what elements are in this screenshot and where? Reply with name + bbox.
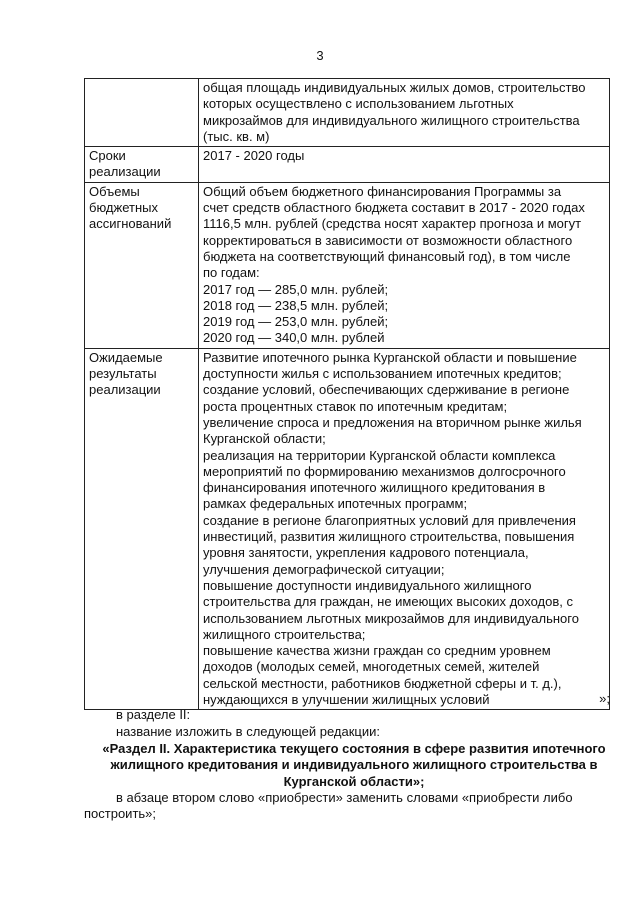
paragraph-instruction-line: в абзаце втором слово «приобрести» заменить словами «приобрести либо (116, 790, 573, 805)
row-value-line: создание в регионе благоприятных условий для привлечения (203, 512, 576, 528)
row-value-line: увеличение спроса и предложения на вторичном рынке жилья (203, 414, 582, 430)
page-number: 3 (316, 48, 324, 63)
row-label-line: реализации (89, 382, 161, 398)
row-value-line: повышение качества жизни граждан со средним уровнем (203, 643, 551, 659)
row-value-line: корректироваться в зависимости от возможности областного (203, 232, 573, 248)
new-section-title (84, 741, 624, 790)
row-value-line: нуждающихся в улучшении жилищных условий (203, 691, 490, 707)
row-label-line: Ожидаемые (89, 349, 163, 365)
row-value-line: доходов (молодых семей, многодетных семей, жителей (203, 659, 540, 675)
paragraph-instruction (84, 790, 610, 823)
row-value-line: сельской местности, работников бюджетной сферы и т. д.), (203, 675, 562, 691)
row-value-line: (тыс. кв. м) (203, 128, 270, 144)
new-title-line: Курганской области»; (283, 773, 425, 789)
table-row (85, 182, 610, 348)
row-value-line: 2018 год — 238,5 млн. рублей; (203, 297, 389, 313)
row-value-line: Курганской области; (203, 431, 326, 447)
row-value-line: финансирования ипотечного жилищного кредитования в (203, 480, 546, 496)
row-value (199, 147, 610, 183)
row-label-line: Объемы (89, 183, 140, 199)
row-value-line: которых осуществлено с использованием льготных (203, 96, 514, 112)
row-value (199, 182, 610, 348)
row-value-line: 2017 год — 285,0 млн. рублей; (203, 281, 389, 297)
row-label (85, 147, 199, 183)
row-value-line: бюджета на соответствующий финансовый год), в том числе (203, 248, 571, 264)
row-value-line: доступности жилья с использованием ипотечных кредитов; (203, 366, 562, 382)
row-value (199, 79, 610, 147)
row-value-line: Общий объем бюджетного финансирования Программы за (203, 183, 562, 199)
row-value-line: микрозаймов для индивидуального жилищного строительства (203, 112, 580, 128)
row-label (85, 348, 199, 710)
row-label-line: бюджетных (89, 200, 158, 216)
name-instruction: название изложить в следующей редакции: (116, 724, 380, 739)
row-value-line: общая площадь индивидуальных жилых домов, строительство (203, 80, 586, 95)
row-value-line: инвестиций, развития жилищного строительства, повышения (203, 529, 575, 545)
row-value-line: создание условий, обеспечивающих сдерживание в регионе (203, 382, 570, 398)
table-row (85, 348, 610, 710)
row-value-line: мероприятий по формированию механизмов долгосрочного (203, 463, 566, 479)
new-title-line: «Раздел II. Характеристика текущего состояния в сфере развития ипотечного (102, 741, 606, 756)
program-passport-table (84, 78, 610, 710)
row-value-line: 2019 год — 253,0 млн. рублей; (203, 314, 389, 330)
row-label-line: Сроки (89, 148, 126, 164)
row-value-line: 2017 - 2020 годы (203, 148, 305, 164)
row-value-line: 1116,5 млн. рублей (средства носят характер прогноза и могут (203, 216, 582, 232)
row-value-line: по годам: (203, 265, 260, 281)
new-title-line: жилищного кредитования и индивидуального жилищного строительства в (110, 757, 598, 773)
table-row (85, 79, 610, 147)
row-value-line: счет средств областного бюджета составит в 2017 - 2020 годах (203, 200, 585, 216)
section-reference: в разделе II: (116, 707, 191, 722)
row-label-line: результаты (89, 366, 157, 382)
table-row (85, 147, 610, 183)
row-value-line: роста процентных ставок по ипотечным кредитам; (203, 398, 508, 414)
row-value (199, 348, 610, 710)
row-value-line: жилищного строительства; (203, 626, 366, 642)
row-value-line: 2020 год — 340,0 млн. рублей (203, 330, 385, 346)
row-label (85, 79, 199, 147)
row-value-line: использованием льготных микрозаймов для индивидуального (203, 610, 579, 626)
paragraph-instruction-line: построить»; (84, 806, 157, 822)
row-value-line: реализация на территории Курганской области комплекса (203, 447, 556, 463)
row-value-line: строительства для граждан, не имеющих высоких доходов, с (203, 594, 574, 610)
closing-quote: »; (599, 691, 610, 706)
row-value-line: рамках федеральных ипотечных программ; (203, 496, 468, 512)
row-value-line: повышение доступности индивидуального жилищного (203, 577, 532, 593)
row-value-line: Развитие ипотечного рынка Курганской области и повышение (203, 349, 577, 365)
row-value-line: уровня занятости, укрепления кадрового потенциала, (203, 545, 529, 561)
row-value-line: улучшения демографической ситуации; (203, 561, 445, 577)
row-label-line: реализации (89, 164, 161, 180)
row-label (85, 182, 199, 348)
row-label-line: ассигнований (89, 216, 172, 232)
